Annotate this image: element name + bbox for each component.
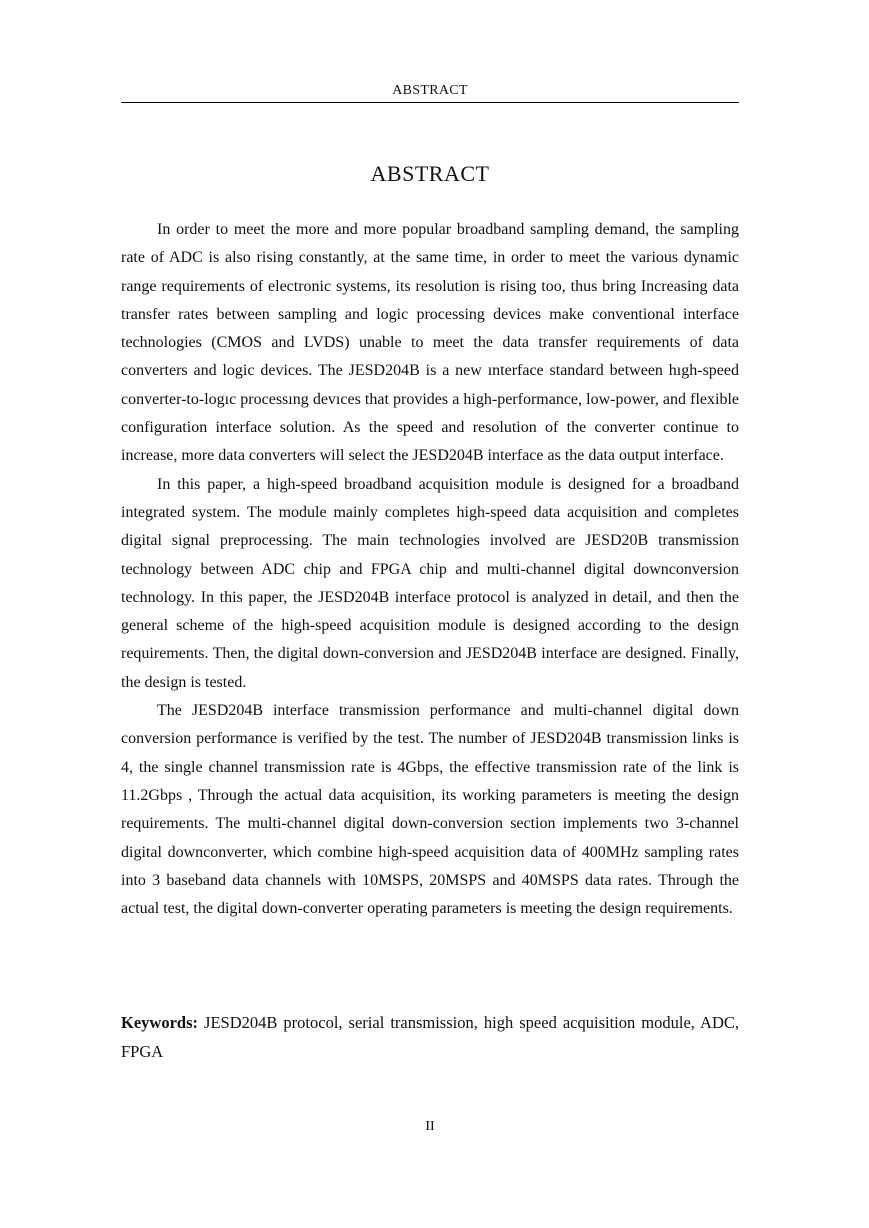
header-rule — [121, 102, 739, 103]
page-title: ABSTRACT — [370, 161, 490, 186]
keywords — [121, 1008, 739, 1066]
keywords-label: Keywords: — [121, 1013, 198, 1032]
abstract-paragraph-1: In order to meet the more and more popular broadband sampling demand, the sampling rate of ADC is also rising constantly, at the same time, in order to meet the various dynamic range requirements of electronic systems, its resolution is rising too, thus bring Increasing data transfer rates between sampling and logic processing devices make conventional interface technologies (CMOS and LVDS) unable to meet the data transfer requirements of data converters and logic devices. The JESD204B is a new ınterface standard between hıgh-speed converter-to-logıc processıng devıces that provides a high-performance, low-power, and flexible configuration interface solution. As the speed and resolution of the converter continue to increase, more data converters will select the JESD204B interface as the data output interface. — [121, 221, 739, 465]
abstract-paragraph-3: The JESD204B interface transmission performance and multi-channel digital down conversion performance is verified by the test. The number of JESD204B transmission links is 4, the single channel transmission rate is 4Gbps, the effective transmission rate of the link is 11.2Gbps , Through the actual data acquisition, its working parameters is meeting the design requirements. The multi-channel digital down-conversion section implements two 3-channel digital downconverter, which combine high-speed acquisition data of 400MHz sampling rates into 3 baseband data channels with 10MSPS, 20MSPS and 40MSPS data rates. Through the actual test, the digital down-converter operating parameters is meeting the design requirements. — [121, 702, 739, 918]
page-number: II — [425, 1119, 435, 1134]
abstract-paragraph-2: In this paper, a high-speed broadband acquisition module is designed for a broadband integrated system. The module mainly completes high-speed data acquisition and completes digital signal preprocessing. The main technologies involved are JESD20B transmission technology between ADC chip and FPGA chip and multi-channel digital downconversion technology. In this paper, the JESD204B interface protocol is analyzed in detail, and then the general scheme of the high-speed acquisition module is designed according to the design requirements. Then, the digital down-conversion and JESD204B interface are designed. Finally, the design is tested. — [121, 475, 739, 691]
abstract-body — [121, 216, 739, 923]
running-header: ABSTRACT — [392, 83, 468, 98]
keywords-list: JESD204B protocol, serial transmission, high speed acquisition module, ADC, FPGA — [121, 1013, 739, 1061]
